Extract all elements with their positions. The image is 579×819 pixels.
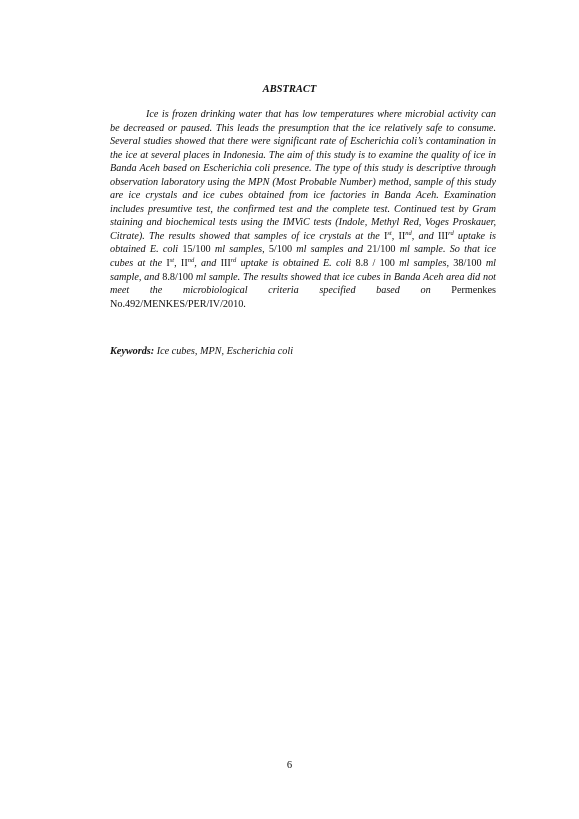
page-number: 6 [286,760,293,771]
abstract-body [110,108,496,311]
abstract-text-segment: ml samples, [394,258,454,270]
abstract-text-segment: ml samples, [210,244,269,256]
abstract-text-segment: uptake is obtained E. coli [110,230,497,256]
abstract-text-segment: 5/100 [268,244,293,256]
abstract-text-segment: , and [411,230,438,242]
abstract-text-segment: Permenkes No.492/MENKES/PER/IV/2010. [110,285,496,310]
abstract-text-segment: ml sample. The results showed that ice cubes in Banda Aceh area did not meet the microbiological criteria specified based on [110,271,496,297]
abstract-text-segment: I [166,258,170,270]
abstract-text-segment: ml sample. So that ice cubes at the [110,244,497,270]
abstract-text-segment: rd [230,257,237,265]
abstract-text-segment: III [437,230,449,242]
abstract-text-segment: ml samples and [292,244,368,256]
abstract-text-segment: Ice is frozen drinking water that has low temperatures where microbial activity can be decreased or paused. This leads the presumption that the ice relatively safe to consume. Several studies showed that there were significant rate of Escherichia coli’s contamination in the ice at several places in Indonesia. The aim of this study is to examine the quality of ice in Banda Aceh based on Escherichia coli presence. The type of this study is descriptive through observation laboratory using the MPN (Most Probable Number) method, sample of this study are ice crystals and ice cubes obtained from ice factories in Banda Aceh. Examination includes presumtive test, the confirmed test and the complete test. Continued test by Gram staining and biochemical tests using the IMViC tests (Indole, Methyl Red, Voges Proskauer, Citrate). The results showed that samples of ice crystals at the [110,109,496,242]
abstract-text-segment: uptake is obtained E. coli [236,258,356,270]
abstract-text-segment: 8.8 / 100 [355,258,395,270]
abstract-text-segment: 21/100 [367,244,396,256]
abstract-text-segment: I [383,230,388,242]
abstract-text-segment: ml sample, and [110,258,497,283]
keywords-line [110,346,496,357]
abstract-text-segment: rd [448,229,454,237]
abstract-text-segment: st [169,257,175,265]
keywords-label: Keywords: [110,346,155,357]
abstract-text-segment: , [391,230,399,242]
abstract-text-segment: II [180,258,188,270]
abstract-heading: ABSTRACT [262,84,317,95]
abstract-text-segment: 8.8/100 [162,271,194,283]
abstract-text-segment: , and [194,258,221,270]
keywords-text: Ice cubes, MPN, Escherichia coli [154,346,294,357]
abstract-text-segment: nd [405,229,412,237]
abstract-text-segment: 15/100 [182,244,211,256]
abstract-text-segment: II [398,230,406,242]
abstract-text-segment: st [387,229,392,237]
abstract-text-segment: 38/100 [453,258,482,270]
abstract-text-segment: , [174,258,181,270]
abstract-text-segment: nd [187,257,195,265]
abstract-text-segment: III [220,258,231,270]
